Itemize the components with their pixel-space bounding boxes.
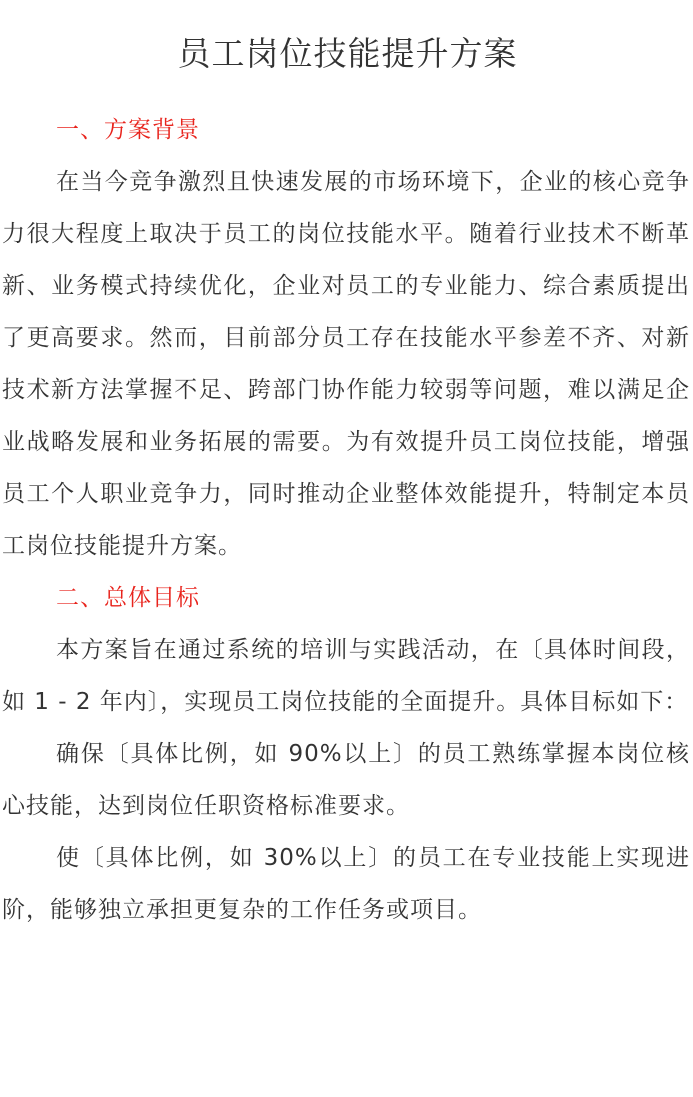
section-goals [2, 572, 693, 936]
section-heading: 一、方案背景 [56, 117, 200, 143]
paragraph: 在当今竞争激烈且快速发展的市场环境下，企业的核心竞争力很大程度上取决于员工的岗位技能水平。随着行业技术不断革新、业务模式持续优化，企业对员工的专业能力、综合素质提出了更高要求。然而，目前部分员工存在技能水平参差不齐、对新技术新方法掌握不足、跨部门协作能力较弱等问题，难以满足企业战略发展和业务拓展的需要。为有效提升员工岗位技能，增强员工个人职业竞争力，同时推动企业整体效能提升，特制定本员工岗位技能提升方案。 [2, 169, 690, 559]
section-heading: 二、总体目标 [56, 585, 200, 611]
paragraph: 本方案旨在通过系统的培训与实践活动，在〔具体时间段，如 1 - 2 年内〕，实现员工岗位技能的全面提升。具体目标如下： [2, 637, 690, 715]
paragraph: 确保〔具体比例，如 90%以上〕的员工熟练掌握本岗位核心技能，达到岗位任职资格标准要求。 [2, 741, 690, 819]
document-body [2, 104, 693, 936]
section-background [2, 104, 693, 572]
document-title: 员工岗位技能提升方案 [177, 34, 518, 73]
paragraph: 使〔具体比例，如 30%以上〕的员工在专业技能上实现进阶，能够独立承担更复杂的工作任务或项目。 [2, 845, 690, 923]
